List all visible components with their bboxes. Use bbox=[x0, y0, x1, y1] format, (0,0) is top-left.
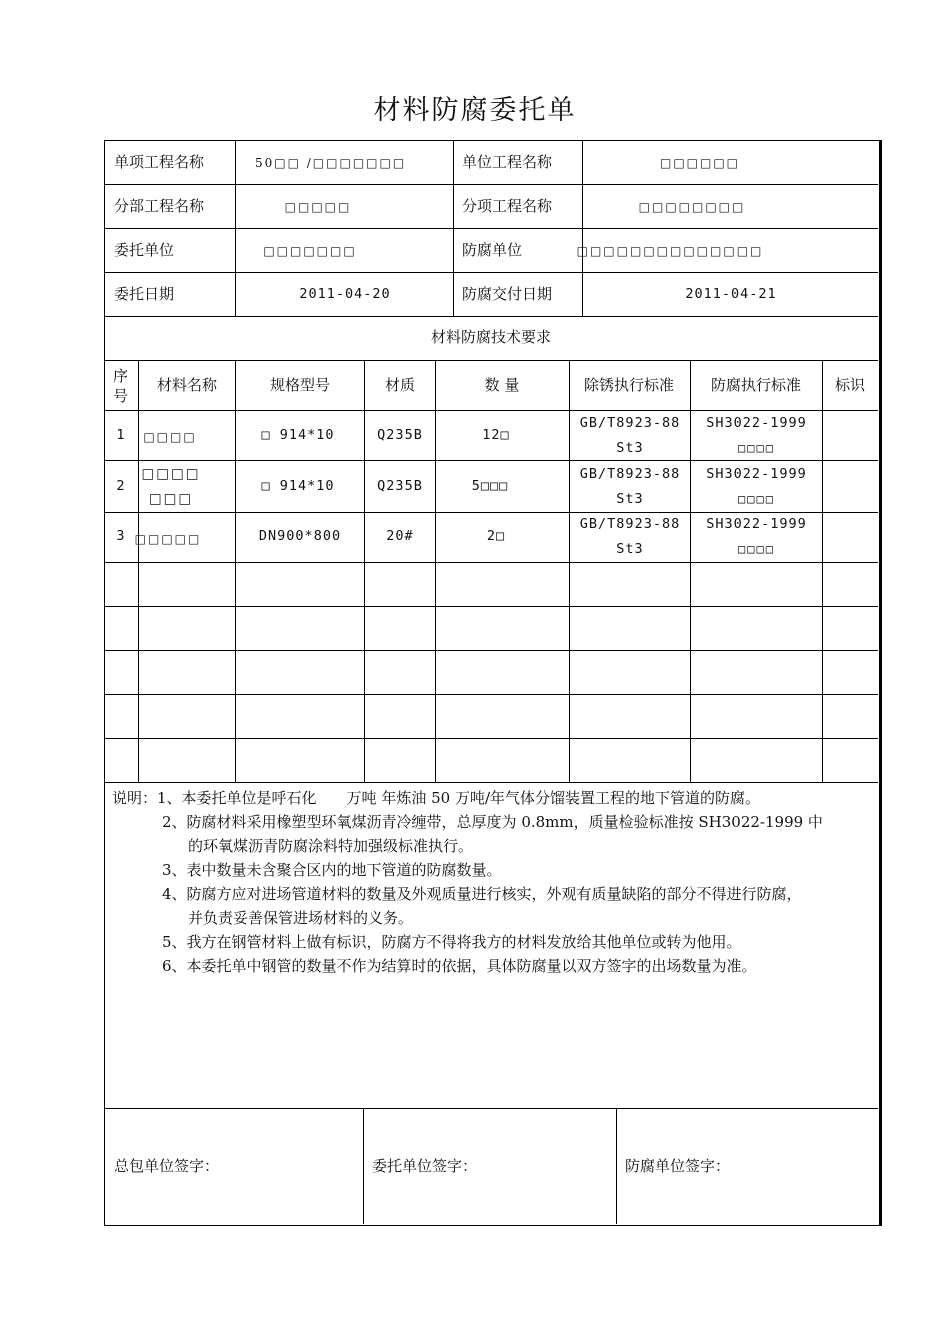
row3-rust-standard bbox=[570, 512, 690, 562]
note-4: 4、防腐方应对进场管道材料的数量及外观质量进行核实，外观有质量缺陷的部分不得进行防腐， bbox=[162, 885, 802, 903]
row1-anticorrosion-code: SH3022-1999 bbox=[706, 415, 807, 431]
col-divider bbox=[138, 360, 139, 782]
row3-quantity: 2□ bbox=[486, 528, 506, 544]
col-divider bbox=[435, 360, 436, 782]
label-anticorrosion-unit: 防腐单位 bbox=[462, 241, 523, 259]
row-divider bbox=[104, 606, 878, 607]
row2-rust-standard-code: GB/T8923-88 bbox=[579, 466, 681, 482]
col-divider bbox=[453, 140, 454, 316]
note-2: 2、防腐材料采用橡塑型环氧煤沥青冷缠带，总厚度为 0.8mm，质量检验标准按 SH3022-1999 中 bbox=[162, 813, 823, 831]
row1-material: Q235B bbox=[377, 427, 423, 443]
note-4-cont: 并负责妥善保管进场材料的义务。 bbox=[188, 909, 414, 927]
row1-quantity: 12□ bbox=[482, 427, 510, 443]
row2-anticorrosion-standard bbox=[691, 462, 822, 512]
row2-no: 2 bbox=[116, 478, 126, 494]
col-header-anticorrosion-standard: 防腐执行标准 bbox=[710, 376, 802, 394]
row1-rust-standard-code: GB/T8923-88 bbox=[579, 415, 681, 431]
row-divider bbox=[104, 228, 878, 229]
label-project-name: 单项工程名称 bbox=[114, 153, 205, 171]
value-unit-project-name: □□□□□□ bbox=[659, 156, 741, 170]
row1-spec: □ 914*10 bbox=[261, 427, 335, 443]
notes-section bbox=[112, 786, 872, 978]
label-commission-date: 委托日期 bbox=[114, 285, 175, 303]
row1-rust-standard-grade: St3 bbox=[616, 440, 644, 456]
col-header-material-name: 材料名称 bbox=[156, 376, 218, 394]
col-divider bbox=[364, 360, 365, 782]
col-divider bbox=[363, 1108, 364, 1224]
col-divider bbox=[582, 140, 583, 316]
row-divider bbox=[104, 650, 878, 651]
col-divider bbox=[235, 140, 236, 316]
row3-name: □□□□□ bbox=[134, 532, 202, 546]
row2-name bbox=[139, 462, 203, 512]
row1-anticorrosion-grade: □□□□ bbox=[738, 441, 775, 455]
col-header-rust-standard: 除锈执行标准 bbox=[583, 376, 675, 394]
row3-no: 3 bbox=[116, 528, 126, 544]
row-divider bbox=[104, 782, 878, 783]
row2-name-line2: □□□ bbox=[148, 491, 194, 507]
row-divider bbox=[104, 1108, 878, 1109]
row3-anticorrosion-standard bbox=[691, 512, 822, 562]
col-divider bbox=[822, 360, 823, 782]
note-5: 5、我方在钢管材料上做有标识，防腐方不得将我方的材料发放给其他单位或转为他用。 bbox=[162, 933, 742, 951]
row-divider bbox=[104, 738, 878, 739]
col-header-spec: 规格型号 bbox=[269, 376, 331, 394]
row-divider bbox=[104, 360, 878, 361]
signature-anticorrosion-unit: 防腐单位签字： bbox=[625, 1157, 731, 1175]
row-divider bbox=[104, 562, 878, 563]
row3-spec: DN900*800 bbox=[258, 528, 342, 544]
note-1 bbox=[112, 786, 872, 810]
row-divider bbox=[104, 184, 878, 185]
row2-quantity: 5□□□ bbox=[471, 478, 509, 494]
row2-rust-standard bbox=[570, 462, 690, 512]
label-subitem-name: 分项工程名称 bbox=[462, 197, 553, 215]
row2-spec: □ 914*10 bbox=[261, 478, 335, 494]
row-divider bbox=[104, 316, 878, 317]
value-subitem-name: □□□□□□□□ bbox=[638, 200, 746, 214]
value-delivery-date: 2011-04-21 bbox=[685, 286, 777, 302]
row1-anticorrosion-standard bbox=[691, 411, 822, 461]
row3-anticorrosion-grade: □□□□ bbox=[738, 542, 775, 556]
row-divider bbox=[104, 694, 878, 695]
row3-rust-standard-code: GB/T8923-88 bbox=[579, 516, 681, 532]
col-header-material: 材质 bbox=[384, 376, 416, 394]
note-3: 3、表中数量未含聚合区内的地下管道的防腐数量。 bbox=[162, 861, 502, 879]
section-title: 材料防腐技术要求 bbox=[430, 328, 552, 346]
label-delivery-date: 防腐交付日期 bbox=[462, 285, 553, 303]
notes-prefix: 说明： bbox=[112, 789, 158, 807]
label-client: 委托单位 bbox=[114, 241, 175, 259]
col-header-mark: 标识 bbox=[834, 376, 866, 394]
value-anticorrosion-unit: □□□□□□□□□□□□□□ bbox=[576, 244, 764, 258]
row2-anticorrosion-grade: □□□□ bbox=[738, 492, 775, 506]
col-header-no: 序号 bbox=[113, 367, 129, 405]
row3-rust-standard-grade: St3 bbox=[616, 541, 644, 557]
row1-rust-standard bbox=[570, 411, 690, 461]
row1-no: 1 bbox=[116, 427, 126, 443]
row2-name-line1: □□□□ bbox=[141, 466, 201, 482]
signature-general-contractor: 总包单位签字： bbox=[114, 1157, 220, 1175]
value-client: □□□□□□□ bbox=[263, 244, 357, 258]
row2-rust-standard-grade: St3 bbox=[616, 491, 644, 507]
row3-material: 20# bbox=[386, 528, 414, 544]
document-title: 材料防腐委托单 bbox=[373, 95, 577, 126]
note-6: 6、本委托单中钢管的数量不作为结算时的依据，具体防腐量以双方签字的出场数量为准。 bbox=[162, 957, 757, 975]
signature-client: 委托单位签字： bbox=[372, 1157, 478, 1175]
col-divider bbox=[616, 1108, 617, 1224]
col-divider bbox=[235, 360, 236, 782]
value-project-name: 50□□ /□□□□□□□ bbox=[255, 156, 407, 170]
note-2-cont: 的环氧煤沥青防腐涂料特加强级标准执行。 bbox=[188, 837, 474, 855]
label-unit-project-name: 单位工程名称 bbox=[462, 153, 553, 171]
row2-anticorrosion-code: SH3022-1999 bbox=[706, 466, 807, 482]
row1-name: □□□□ bbox=[143, 430, 197, 444]
col-header-quantity: 数 量 bbox=[484, 376, 520, 394]
value-division-name: □□□□□ bbox=[284, 200, 352, 214]
note-1-text: 1、本委托单位是呼石化 万吨 年炼油 50 万吨/年气体分馏装置工程的地下管道的防腐。 bbox=[157, 789, 761, 807]
value-commission-date: 2011-04-20 bbox=[299, 286, 391, 302]
row-divider bbox=[104, 272, 878, 273]
label-division-name: 分部工程名称 bbox=[114, 197, 205, 215]
row2-material: Q235B bbox=[377, 478, 423, 494]
row3-anticorrosion-code: SH3022-1999 bbox=[706, 516, 807, 532]
